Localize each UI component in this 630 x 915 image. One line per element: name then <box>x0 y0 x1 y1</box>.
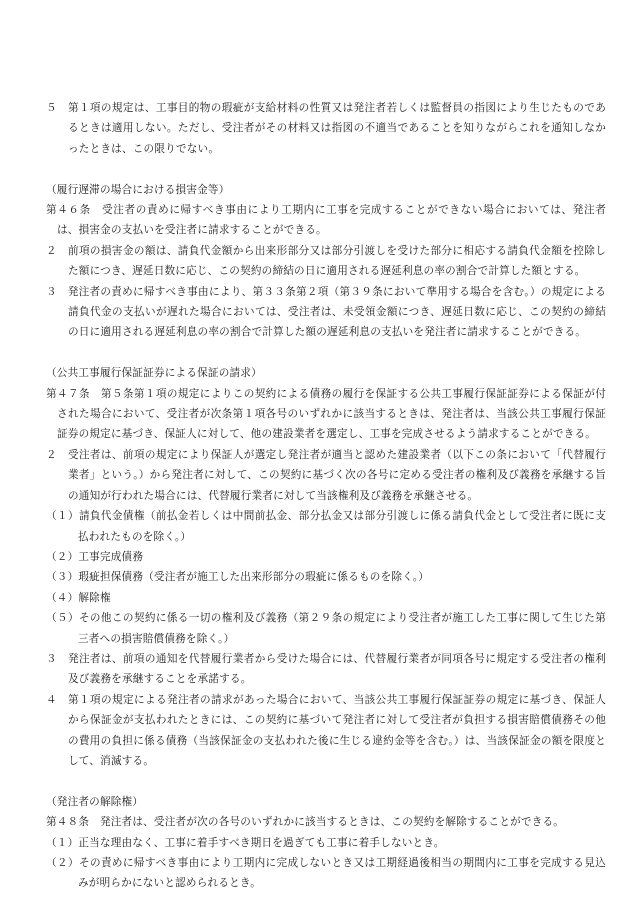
article-47-item-1: （１）請負代金債権（前払金若しくは中間前払金、部分払金又は部分引渡しに係る請負代金として受注者に既に支払われたものを除く。） <box>46 510 606 543</box>
article-48-heading: （発注者の解除権） <box>46 795 144 808</box>
article-46-paragraph-3: ３ 発注者の責めに帰すべき事由により、第３３条第２項（第３９条において準用する場合を含む。）の規定による請負代金の支払いが遅れた場合においては、受注者は、未受領金額につき、遅延日数に応じ、この契約の締結の日に適用される遅延利息の率の割合で計算した額の遅延利息の支払いを発注者に請求することができる。 <box>46 285 606 339</box>
article-47-item-2: （２）工事完成債務 <box>46 550 144 563</box>
spacer <box>46 159 606 179</box>
article-47-item-5: （５）その他この契約に係る一切の権利及び義務（第２９条の規定により受注者が施工した工事に関して生じた第三者への損害賠償債務を除く。） <box>46 612 606 645</box>
spacer <box>46 771 606 791</box>
article-46-paragraph-1: 第４６条 受注者の責めに帰すべき事由により工期内に工事を完成することができない場合においては、発注者は、損害金の支払いを受注者に請求することができる。 <box>46 204 606 237</box>
document-body <box>46 98 606 894</box>
article-47-item-4: （４）解除権 <box>46 591 111 604</box>
article-48-item-2: （２）その責めに帰すべき事由により工期内に完成しないとき又は工期経過後相当の期間内に工事を完成する見込みが明らかにないと認められるとき。 <box>46 856 606 890</box>
article-47-item-3: （３）瑕疵担保債務（受注者が施工した出来形部分の瑕疵に係るものを除く。） <box>46 571 430 584</box>
article-47-paragraph-4: ４ 第１項の規定による発注者の請求があった場合において、当該公共工事履行保証証券の規定に基づき、保証人から保証金が支払われたときには、この契約に基づいて発注者に対して受注者が負担する損害賠償債務その他の費用の負担に係る債務（当該保証金の支払われた後に生じる違約金等を含む。）は、当該保証金の額を限度として、消滅する。 <box>46 693 606 767</box>
article-46-heading: （履行遅滞の場合における損害金等） <box>46 183 230 196</box>
article-47-paragraph-3: ３ 発注者は、前項の通知を代替履行業者から受けた場合には、代替履行業者が同項各号に規定する受注者の権利及び義務を承継することを承諾する。 <box>46 652 606 686</box>
article-48-paragraph-1: 第４８条 発注者は、受注者が次の各号のいずれかに該当するときは、この契約を解除することができる。 <box>46 816 565 829</box>
article-46-paragraph-2: ２ 前項の損害金の額は、請負代金額から出来形部分又は部分引渡しを受けた部分に相応する請負代金額を控除した額につき、遅延日数に応じ、この契約の締結の日に適用される遅延利息の率の割合で計算した額とする。 <box>46 244 606 278</box>
article-48-item-1: （１）正当な理由なく、工事に着手すべき期日を過ぎても工事に着手しないとき。 <box>46 836 445 849</box>
spacer <box>46 343 606 363</box>
article-47-paragraph-2: ２ 受注者は、前項の規定により保証人が選定し発注者が適当と認めた建設業者（以下この条において「代替履行業者」という。）から発注者に対して、この契約に基づく次の各号に定める受注者の権利及び義務を承継する旨の通知が行われた場合には、代替履行業者に対して当該権利及び義務を承継させる。 <box>46 448 606 502</box>
article-47-heading: （公共工事履行保証証券による保証の請求） <box>46 367 262 380</box>
clause-45-paragraph-5: ５ 第１項の規定は、工事目的物の瑕疵が支給材料の性質又は発注者若しくは監督員の指図により生じたものであるときは適用しない。ただし、受注者がその材料又は指図の不適当であることを知りながらこれを通知しなかったときは、この限りでない。 <box>46 102 606 155</box>
article-47-paragraph-1: 第４７条 第５条第１項の規定によりこの契約による債務の履行を保証する公共工事履行保証証券による保証が付された場合において、受注者が次条第１項各号のいずれかに該当するときは、発注者は、当該公共工事履行保証証券の規定に基づき、保証人に対して、他の建設業者を選定し、工事を完成させるよう請求することができる。 <box>46 387 606 441</box>
